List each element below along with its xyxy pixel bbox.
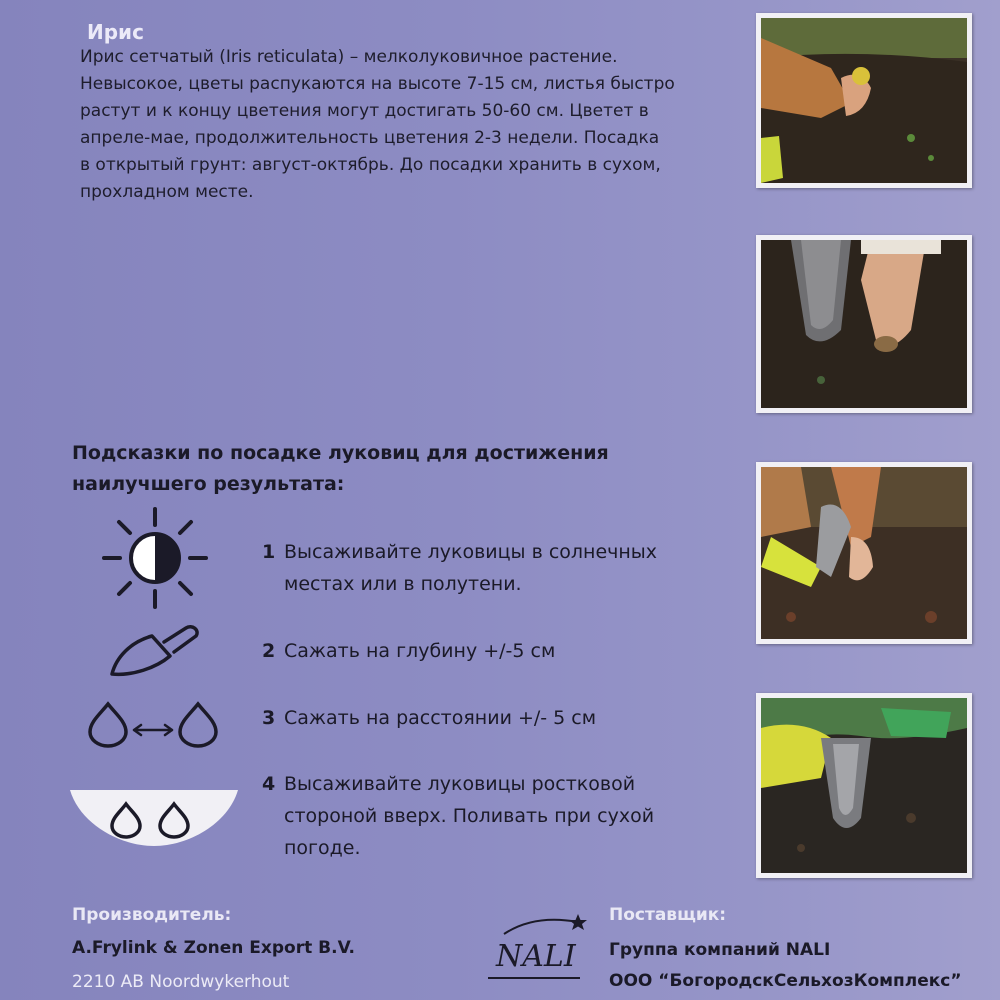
tip-number: 2: [262, 640, 276, 662]
intro-line: в открытый грунт: август-октябрь. До посадки хранить в сухом,: [80, 155, 661, 175]
intro-line: растут и к концу цветения могут достигать 50-60 см. Цветет в: [80, 101, 649, 121]
intro-text: [80, 44, 700, 206]
tip-number: 3: [262, 707, 276, 729]
photo-hand-in-soil: [756, 235, 972, 413]
producer-address: 2210 AB Noordwykerhout: [72, 972, 290, 992]
supplier-group: Группа компаний NALI: [609, 940, 831, 960]
intro-line: Ирис сетчатый (Iris reticulata) – мелколуковичное растение.: [80, 47, 618, 67]
photo-placing-bulb: [756, 13, 972, 188]
tip-text: Высаживайте луковицы в солнечных: [284, 541, 658, 563]
tip-number: 4: [262, 773, 276, 795]
producer-label: Производитель:: [72, 905, 232, 925]
supplier-company: ООО “БогородскСельхозКомплекс”: [609, 971, 962, 991]
page-title: Ирис: [87, 20, 144, 44]
trowel-icon: [104, 622, 204, 680]
tip-number: 1: [262, 541, 276, 563]
tip-text: Сажать на расстоянии +/- 5 см: [284, 707, 597, 729]
intro-line: Невысокое, цветы распукаются на высоте 7-15 см, листья быстро: [80, 74, 675, 94]
intro-line: прохладном месте.: [80, 182, 254, 202]
tip-text: Высаживайте луковицы ростковой: [284, 773, 636, 795]
tip-text: погоде.: [284, 837, 361, 859]
tip-item: [262, 635, 684, 667]
tip-item: [262, 768, 684, 864]
tips-heading-line: наилучшего результата:: [72, 473, 345, 495]
photo-digging-with-trowel: [756, 462, 972, 644]
tip-text: Сажать на глубину +/-5 см: [284, 640, 556, 662]
tip-text: местах или в полутени.: [284, 573, 522, 595]
supplier-label: Поставщик:: [609, 905, 727, 925]
tips-heading-line: Подсказки по посадке луковиц для достижения: [72, 442, 609, 464]
tip-text: стороной вверх. Поливать при сухой: [284, 805, 655, 827]
tips-heading: [72, 438, 632, 500]
intro-line: апреле-мае, продолжительность цветения 2-3 недели. Посадка: [80, 128, 660, 148]
photo-trowel-in-ground: [756, 693, 972, 878]
nali-logo-text: NALI: [496, 939, 576, 974]
bulbs-in-soil-icon: [68, 788, 240, 848]
tip-item: [262, 536, 684, 600]
tip-item: [262, 702, 684, 734]
nali-logo: [484, 912, 588, 986]
sun-half-shade-icon: [100, 505, 210, 611]
bulb-spacing-icon: [86, 700, 220, 750]
producer-name: A.Frylink & Zonen Export B.V.: [72, 938, 355, 958]
